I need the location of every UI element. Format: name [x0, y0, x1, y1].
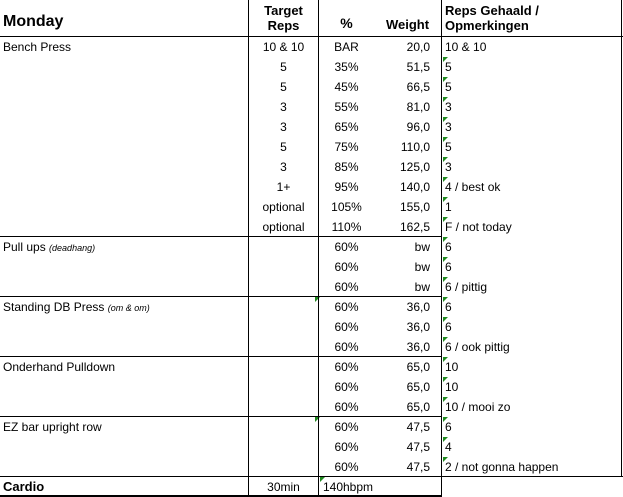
exercise-name: Pull ups — [3, 240, 46, 254]
comment-marker-icon — [443, 197, 448, 202]
target-reps-cell: 5 — [280, 60, 287, 74]
table-row — [0, 137, 623, 157]
table-row — [0, 97, 623, 117]
exercise-cell — [3, 197, 248, 217]
table-row — [0, 297, 623, 317]
result-cell: 10 & 10 — [445, 40, 487, 54]
result-cell: 3 — [445, 160, 452, 174]
target-reps-cell: optional — [262, 200, 305, 214]
header-percent — [318, 10, 375, 36]
percent-header: % — [340, 14, 353, 31]
result-cell: 4 / best ok — [445, 180, 501, 194]
target-reps-cell: 5 — [280, 140, 287, 154]
target-reps-cell — [249, 317, 318, 337]
exercise-cell — [3, 317, 248, 337]
target-reps-cell — [249, 357, 318, 377]
comment-marker-icon — [443, 57, 448, 62]
weight-cell: bw — [414, 260, 430, 274]
cardio-label: Cardio — [3, 479, 45, 494]
table-row — [0, 257, 623, 277]
result-cell: 6 / ook pittig — [445, 340, 510, 354]
exercise-cell — [3, 257, 248, 277]
weight-cell: 110,0 — [400, 140, 430, 154]
table-row — [0, 357, 623, 377]
percent-cell: 85% — [334, 160, 359, 174]
percent-cell: 60% — [334, 300, 359, 314]
percent-cell: 55% — [334, 100, 359, 114]
weight-cell: 66,5 — [406, 80, 430, 94]
weight-cell: 20,0 — [406, 40, 430, 54]
day-title: Monday — [3, 12, 64, 30]
result-cell: F / not today — [445, 220, 512, 234]
exercise-name: Onderhand Pulldown — [3, 360, 116, 374]
comment-marker-icon — [443, 217, 448, 222]
comment-marker-icon — [443, 257, 448, 262]
target-reps-cell: 1+ — [276, 180, 291, 194]
target-reps-header: Target Reps — [264, 3, 303, 33]
result-cell: 3 — [445, 120, 452, 134]
weight-cell: 65,0 — [406, 400, 430, 414]
result-cell: 6 — [445, 240, 452, 254]
result-cell: 6 — [445, 260, 452, 274]
target-reps-cell: 3 — [280, 100, 287, 114]
target-reps-cell — [249, 277, 318, 297]
header-divider — [0, 36, 623, 37]
comment-marker-icon — [443, 117, 448, 122]
cardio-divider — [0, 476, 623, 477]
percent-cell: 60% — [334, 340, 359, 354]
percent-cell: 60% — [334, 240, 359, 254]
percent-cell: 60% — [334, 360, 359, 374]
table-row — [0, 77, 623, 97]
exercise-cell — [3, 377, 248, 397]
weight-cell: 162,5 — [399, 220, 430, 234]
exercise-cell — [3, 277, 248, 297]
comment-marker-icon — [443, 297, 448, 302]
target-reps-cell — [249, 377, 318, 397]
exercise-cell — [3, 417, 248, 437]
result-cell: 4 — [445, 440, 452, 454]
result-cell: 6 — [445, 300, 452, 314]
table-row — [0, 197, 623, 217]
weight-cell: bw — [414, 280, 430, 294]
exercise-cell — [3, 157, 248, 177]
header-target-reps — [249, 0, 318, 36]
table-row — [0, 237, 623, 257]
col-divider-exercise — [248, 0, 249, 497]
percent-cell: 65% — [334, 120, 359, 134]
table-row — [0, 337, 623, 357]
percent-cell: 60% — [334, 380, 359, 394]
exercise-cell — [3, 177, 248, 197]
table-row — [0, 377, 623, 397]
result-cell: 5 — [445, 80, 452, 94]
percent-cell: 60% — [334, 420, 359, 434]
comment-marker-icon — [443, 77, 448, 82]
table-row — [0, 177, 623, 197]
comment-marker-icon — [443, 357, 448, 362]
percent-cell: 60% — [334, 320, 359, 334]
exercise-note: (om & om) — [107, 303, 150, 313]
weight-cell: 125,0 — [399, 160, 430, 174]
table-row — [0, 457, 623, 477]
comment-marker-icon — [443, 237, 448, 242]
result-cell: 1 — [445, 200, 452, 214]
table-row — [0, 117, 623, 137]
weight-cell: 47,5 — [406, 460, 430, 474]
target-reps-cell — [249, 437, 318, 457]
group-divider-4 — [0, 416, 441, 417]
table-row — [0, 57, 623, 77]
weight-cell: 140,0 — [399, 180, 430, 194]
exercise-name: Bench Press — [3, 40, 72, 54]
comment-marker-icon — [443, 277, 448, 282]
comment-marker-icon — [443, 97, 448, 102]
result-cell: 6 — [445, 420, 452, 434]
comment-marker-icon — [443, 437, 448, 442]
target-reps-cell — [249, 457, 318, 477]
percent-cell: 60% — [334, 260, 359, 274]
target-reps-cell: 3 — [280, 120, 287, 134]
cardio-row — [0, 477, 623, 497]
percent-cell: 75% — [334, 140, 359, 154]
target-reps-cell — [249, 297, 318, 317]
exercise-cell — [3, 357, 248, 377]
exercise-cell — [3, 297, 248, 317]
table-row — [0, 157, 623, 177]
percent-cell: BAR — [334, 40, 359, 54]
target-reps-cell: 10 & 10 — [262, 40, 305, 54]
group-divider-1 — [0, 236, 441, 237]
result-cell: 6 / pittig — [445, 280, 488, 294]
percent-cell: 60% — [334, 400, 359, 414]
weight-cell: 36,0 — [406, 340, 430, 354]
weight-cell: 51,5 — [406, 60, 430, 74]
comment-marker-icon — [443, 377, 448, 382]
target-reps-cell — [249, 397, 318, 417]
target-reps-cell — [249, 257, 318, 277]
percent-cell: 35% — [334, 60, 359, 74]
result-cell: 10 / mooi zo — [445, 400, 511, 414]
result-cell: 6 — [445, 320, 452, 334]
weight-cell: 96,0 — [406, 120, 430, 134]
target-reps-cell — [249, 337, 318, 357]
target-reps-cell — [249, 417, 318, 437]
exercise-name: Standing DB Press — [3, 300, 105, 314]
percent-cell: 45% — [334, 80, 359, 94]
comment-marker-icon — [443, 157, 448, 162]
percent-cell: 60% — [334, 280, 359, 294]
col-divider-weight — [441, 0, 442, 497]
target-reps-cell — [249, 237, 318, 257]
header-notes — [445, 0, 621, 36]
header-weight — [375, 12, 440, 36]
weight-cell: 65,0 — [406, 360, 430, 374]
result-cell: 10 — [445, 360, 459, 374]
col-divider-reps — [318, 0, 319, 497]
percent-cell: 95% — [334, 180, 359, 194]
comment-marker-icon — [443, 337, 448, 342]
exercise-cell — [3, 237, 248, 257]
weight-cell: 36,0 — [406, 300, 430, 314]
table-row — [0, 317, 623, 337]
exercise-cell — [3, 457, 248, 477]
group-divider-3 — [0, 356, 441, 357]
comment-marker-icon — [443, 177, 448, 182]
percent-cell: 105% — [331, 200, 362, 214]
comment-marker-icon — [443, 457, 448, 462]
weight-cell: 47,5 — [406, 420, 430, 434]
result-cell: 2 / not gonna happen — [445, 460, 559, 474]
exercise-cell — [3, 397, 248, 417]
comment-marker-icon — [443, 137, 448, 142]
exercise-cell — [3, 137, 248, 157]
weight-cell: 65,0 — [406, 380, 430, 394]
exercise-cell — [3, 77, 248, 97]
cardio-intensity: 140hbpm — [322, 480, 374, 494]
weight-cell: bw — [414, 240, 430, 254]
cardio-duration: 30min — [267, 480, 300, 494]
exercise-cell — [3, 337, 248, 357]
exercise-cell — [3, 217, 248, 237]
notes-header: Reps Gehaald / Opmerkingen — [445, 3, 539, 33]
target-reps-cell: optional — [262, 220, 305, 234]
exercise-cell — [3, 37, 248, 57]
table-row — [0, 217, 623, 237]
table-row — [0, 277, 623, 297]
table-row — [0, 417, 623, 437]
col-divider-right — [621, 0, 622, 477]
target-reps-cell: 5 — [280, 80, 287, 94]
comment-marker-icon — [443, 417, 448, 422]
comment-marker-icon — [443, 317, 448, 322]
exercise-cell — [3, 57, 248, 77]
percent-cell: 60% — [334, 440, 359, 454]
result-cell: 10 — [445, 380, 459, 394]
target-reps-cell: 3 — [280, 160, 287, 174]
exercise-note: (deadhang) — [49, 243, 96, 253]
table-row — [0, 397, 623, 417]
percent-cell: 60% — [334, 460, 359, 474]
weight-header: Weight — [385, 16, 430, 32]
table-row — [0, 37, 623, 57]
weight-cell: 47,5 — [406, 440, 430, 454]
weight-cell: 81,0 — [406, 100, 430, 114]
group-divider-2 — [0, 296, 441, 297]
exercise-name: EZ bar upright row — [3, 420, 102, 434]
comment-marker-icon — [443, 397, 448, 402]
result-cell: 5 — [445, 140, 452, 154]
exercise-cell — [3, 97, 248, 117]
exercise-cell — [3, 117, 248, 137]
weight-cell: 155,0 — [399, 200, 430, 214]
header-day — [3, 6, 243, 36]
result-cell: 5 — [445, 60, 452, 74]
exercise-cell — [3, 437, 248, 457]
table-row — [0, 437, 623, 457]
percent-cell: 110% — [331, 220, 362, 234]
weight-cell: 36,0 — [406, 320, 430, 334]
result-cell: 3 — [445, 100, 452, 114]
